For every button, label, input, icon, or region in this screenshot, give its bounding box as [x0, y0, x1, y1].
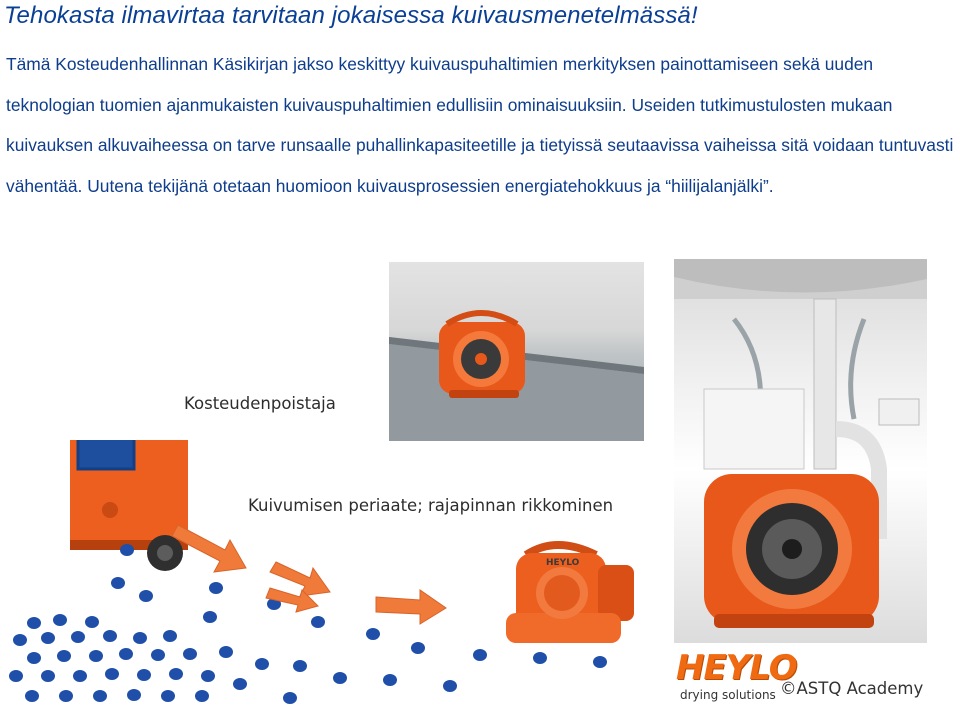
intro-paragraph-2: Useiden tutkimustulosten mukaan kuivauksen alkuvaiheessa on tarve runsaalle puhallinkapasiteetille ja tietyissä seutaavissa vaiheissa sitä voidaan tuntuvasti vähentää. Uutena tekijänä otetaan huomioon kuivausprosessien energiatehokkuus ja “hiilijalanjälki”. [6, 94, 954, 196]
air-mover-icon [704, 474, 879, 628]
dehumidifier-label: Kosteudenpoistaja [184, 394, 336, 413]
intro-text [6, 44, 956, 206]
heylo-logo-tagline: drying solutions [680, 688, 776, 702]
drying-principle-illustration [0, 440, 690, 715]
heylo-logo [676, 648, 797, 706]
copyright-credit: ©ASTQ Academy [780, 679, 924, 698]
blower-badge: HEYLO [546, 558, 580, 568]
page-title: Tehokasta ilmavirtaa tarvitaan jokaisessa kuivausmenetelmässä! [4, 2, 698, 29]
airflow-arrows [172, 525, 446, 624]
photo-air-mover-floor [389, 262, 644, 441]
air-mover-icon [439, 313, 525, 398]
photo-air-mover-sink [674, 259, 927, 643]
intro-paragraph-1: Tämä Kosteudenhallinnan Käsikirjan jakso keskittyy kuivauspuhaltimien merkityksen painottamiseen sekä uuden teknologian tuomien ajanmukaisten kuivauspuhaltimien edullisiin ominaisuuksiin. [6, 54, 874, 115]
drying-principle-label: Kuivumisen periaate; rajapinnan rikkominen [248, 496, 614, 515]
blower-icon [506, 545, 634, 643]
heylo-logo-wordmark: HEYLO [676, 648, 797, 688]
